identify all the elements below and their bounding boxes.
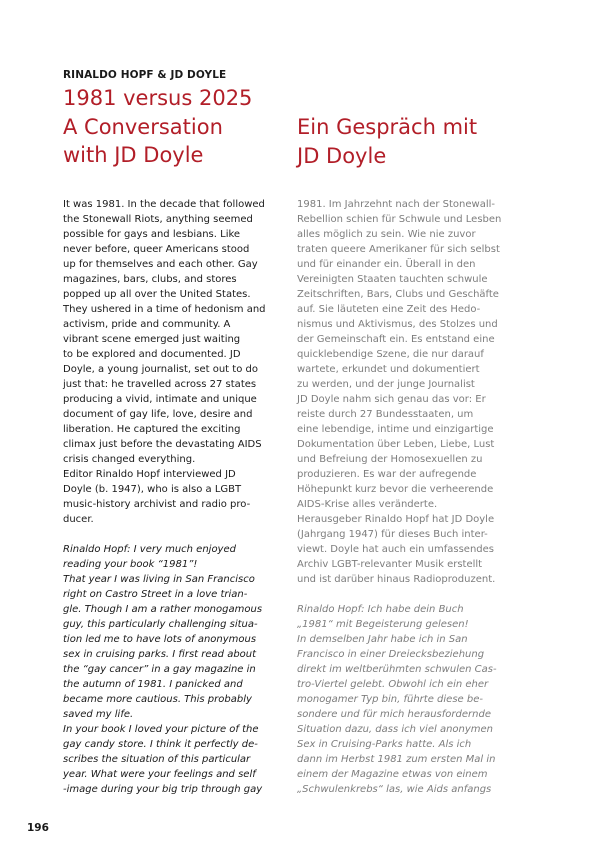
author-line: RINALDO HOPF & JD DOYLE (63, 69, 227, 81)
text-line: Francisco in einer Dreiecksbeziehung (297, 649, 485, 660)
text-line: year. What were your feelings and self (63, 769, 256, 780)
text-line: They ushered in a time of hedonism and (63, 304, 266, 315)
text-line: und Befreiung der Homosexuellen zu (297, 454, 483, 465)
text-line: quicklebendige Szene, die nur darauf (297, 349, 484, 360)
text-line: Rinaldo Hopf: Ich habe dein Buch (297, 604, 464, 615)
text-line: climax just before the devastating AIDS (63, 439, 262, 450)
text-line: to be explored and documented. JD (63, 349, 241, 360)
text-line: liberation. He captured the exciting (63, 424, 241, 435)
text-line: became more cautious. This probably (63, 694, 252, 705)
text-line: dann im Herbst 1981 zum ersten Mal in (297, 754, 496, 765)
text-line: einem der Magazine etwas von einem (297, 769, 488, 780)
text-line: possible for gays and lesbians. Like (63, 229, 241, 240)
text-line: Archiv LGBT-relevanter Musik erstellt (297, 559, 483, 570)
text-line: It was 1981. In the decade that followed (63, 199, 265, 210)
text-line: never before, queer Americans stood (63, 244, 250, 255)
paragraph-spacer (63, 527, 266, 542)
text-line: scribes the situation of this particular (63, 754, 251, 765)
text-line: viewt. Doyle hat auch ein umfassendes (297, 544, 494, 555)
text-line: gay candy store. I think it perfectly de- (63, 739, 258, 750)
title-english-line: with JD Doyle (63, 143, 204, 167)
text-line: produzieren. Es war der aufregende (297, 469, 477, 480)
text-line: der Gemeinschaft ein. Es entstand eine (297, 334, 495, 345)
german-intro (297, 197, 501, 587)
text-line: ducer. (63, 514, 94, 525)
page-number: 196 (27, 822, 49, 834)
text-line: alles möglich zu sein. Wie nie zuvor (297, 229, 476, 240)
text-line: just that: he travelled across 27 states (63, 379, 257, 390)
text-line: „Schwulenkrebs“ las, wie Aids anfangs (297, 784, 492, 795)
text-line: tro-Viertel gelebt. Obwohl ich ein eher (297, 679, 489, 690)
text-line: und ist darüber hinaus Radioproduzent. (297, 574, 496, 585)
text-line: reading your book “1981”! (63, 559, 198, 570)
text-line: producing a vivid, intimate and unique (63, 394, 257, 405)
title-english-line: A Conversation (63, 114, 223, 139)
text-line: document of gay life, love, desire and (63, 409, 253, 420)
text-line: Vereinigten Staaten tauchten schwule (297, 274, 488, 285)
text-line: wartete, erkundet und dokumentiert (297, 364, 480, 375)
text-line: right on Castro Street in a love trian- (63, 589, 248, 600)
text-line: tion led me to have lots of anonymous (63, 634, 257, 645)
text-line: monogamer Typ bin, führte diese be- (297, 694, 483, 705)
text-line: 1981. Im Jahrzehnt nach der Stonewall- (297, 199, 495, 210)
title-german (297, 113, 477, 170)
english-intro (63, 197, 266, 527)
text-line: nismus und Aktivismus, des Stolzes und (297, 319, 498, 330)
text-line: und für einander ein. Überall in den (297, 259, 476, 270)
text-line: Situation dazu, dass ich viel anonymen (297, 724, 494, 735)
text-line: popped up all over the United States. (63, 289, 251, 300)
german-interview (297, 602, 501, 797)
title-english-line: 1981 versus 2025 (63, 86, 253, 110)
text-line: -image during your big trip through gay (63, 784, 263, 795)
german-column (297, 197, 501, 797)
text-line: Zeitschriften, Bars, Clubs und Geschäfte (297, 289, 499, 300)
text-line: sondere und für mich herausfordernde (297, 709, 491, 720)
text-line: traten queere Amerikaner für sich selbst (297, 244, 500, 255)
text-line: That year I was living in San Francisco (63, 574, 255, 585)
text-line: up for themselves and each other. Gay (63, 259, 258, 270)
text-line: music-history archivist and radio pro- (63, 499, 251, 510)
title-german-line: Ein Gespräch mit (297, 115, 478, 139)
text-line: crisis changed everything. (63, 454, 196, 465)
text-line: the “gay cancer” in a gay magazine in (63, 664, 256, 675)
text-line: Höhepunkt kurz bevor die verheerende (297, 484, 494, 495)
text-line: the Stonewall Riots, anything seemed (63, 214, 253, 225)
text-line: Dokumentation über Leben, Liebe, Lust (297, 439, 495, 450)
text-line: Herausgeber Rinaldo Hopf hat JD Doyle (297, 514, 495, 525)
text-line: activism, pride and community. A (63, 319, 231, 330)
text-line: reiste durch 27 Bundesstaaten, um (297, 409, 474, 420)
english-interview (63, 542, 266, 797)
paragraph-spacer (297, 587, 501, 602)
text-line: Doyle (b. 1947), who is also a LGBT (63, 484, 242, 495)
text-line: Sex in Cruising-Parks hatte. Als ich (297, 739, 472, 750)
text-line: In your book I loved your picture of the (63, 724, 259, 735)
text-line: (Jahrgang 1947) für dieses Buch inter- (297, 529, 488, 540)
text-line: gle. Though I am a rather monogamous (63, 604, 263, 615)
text-line: „1981“ mit Begeisterung gelesen! (297, 619, 469, 630)
text-line: direkt im weltberühmten schwulen Cas- (297, 664, 497, 675)
title-german-line: JD Doyle (297, 143, 387, 168)
text-line: Doyle, a young journalist, set out to do (63, 364, 258, 375)
english-column (63, 197, 266, 797)
text-line: Editor Rinaldo Hopf interviewed JD (63, 469, 236, 480)
text-line: vibrant scene emerged just waiting (63, 334, 241, 345)
text-line: magazines, bars, clubs, and stores (63, 274, 237, 285)
title-english (63, 84, 252, 170)
text-line: eine lebendige, intime und einzigartige (297, 424, 494, 435)
text-line: saved my life. (63, 709, 134, 720)
text-line: zu werden, und der junge Journalist (297, 379, 475, 390)
text-line: Rinaldo Hopf: I very much enjoyed (63, 544, 236, 555)
text-line: In demselben Jahr habe ich in San (297, 634, 468, 645)
text-line: guy, this particularly challenging situa- (63, 619, 258, 630)
text-line: AIDS-Krise alles veränderte. (297, 499, 438, 510)
text-line: JD Doyle nahm sich genau das vor: Er (297, 394, 486, 405)
text-line: Rebellion schien für Schwule und Lesben (297, 214, 502, 225)
text-line: auf. Sie läuteten eine Zeit des Hedo- (297, 304, 481, 315)
text-line: sex in cruising parks. I first read about (63, 649, 257, 660)
text-line: the autumn of 1981. I panicked and (63, 679, 243, 690)
